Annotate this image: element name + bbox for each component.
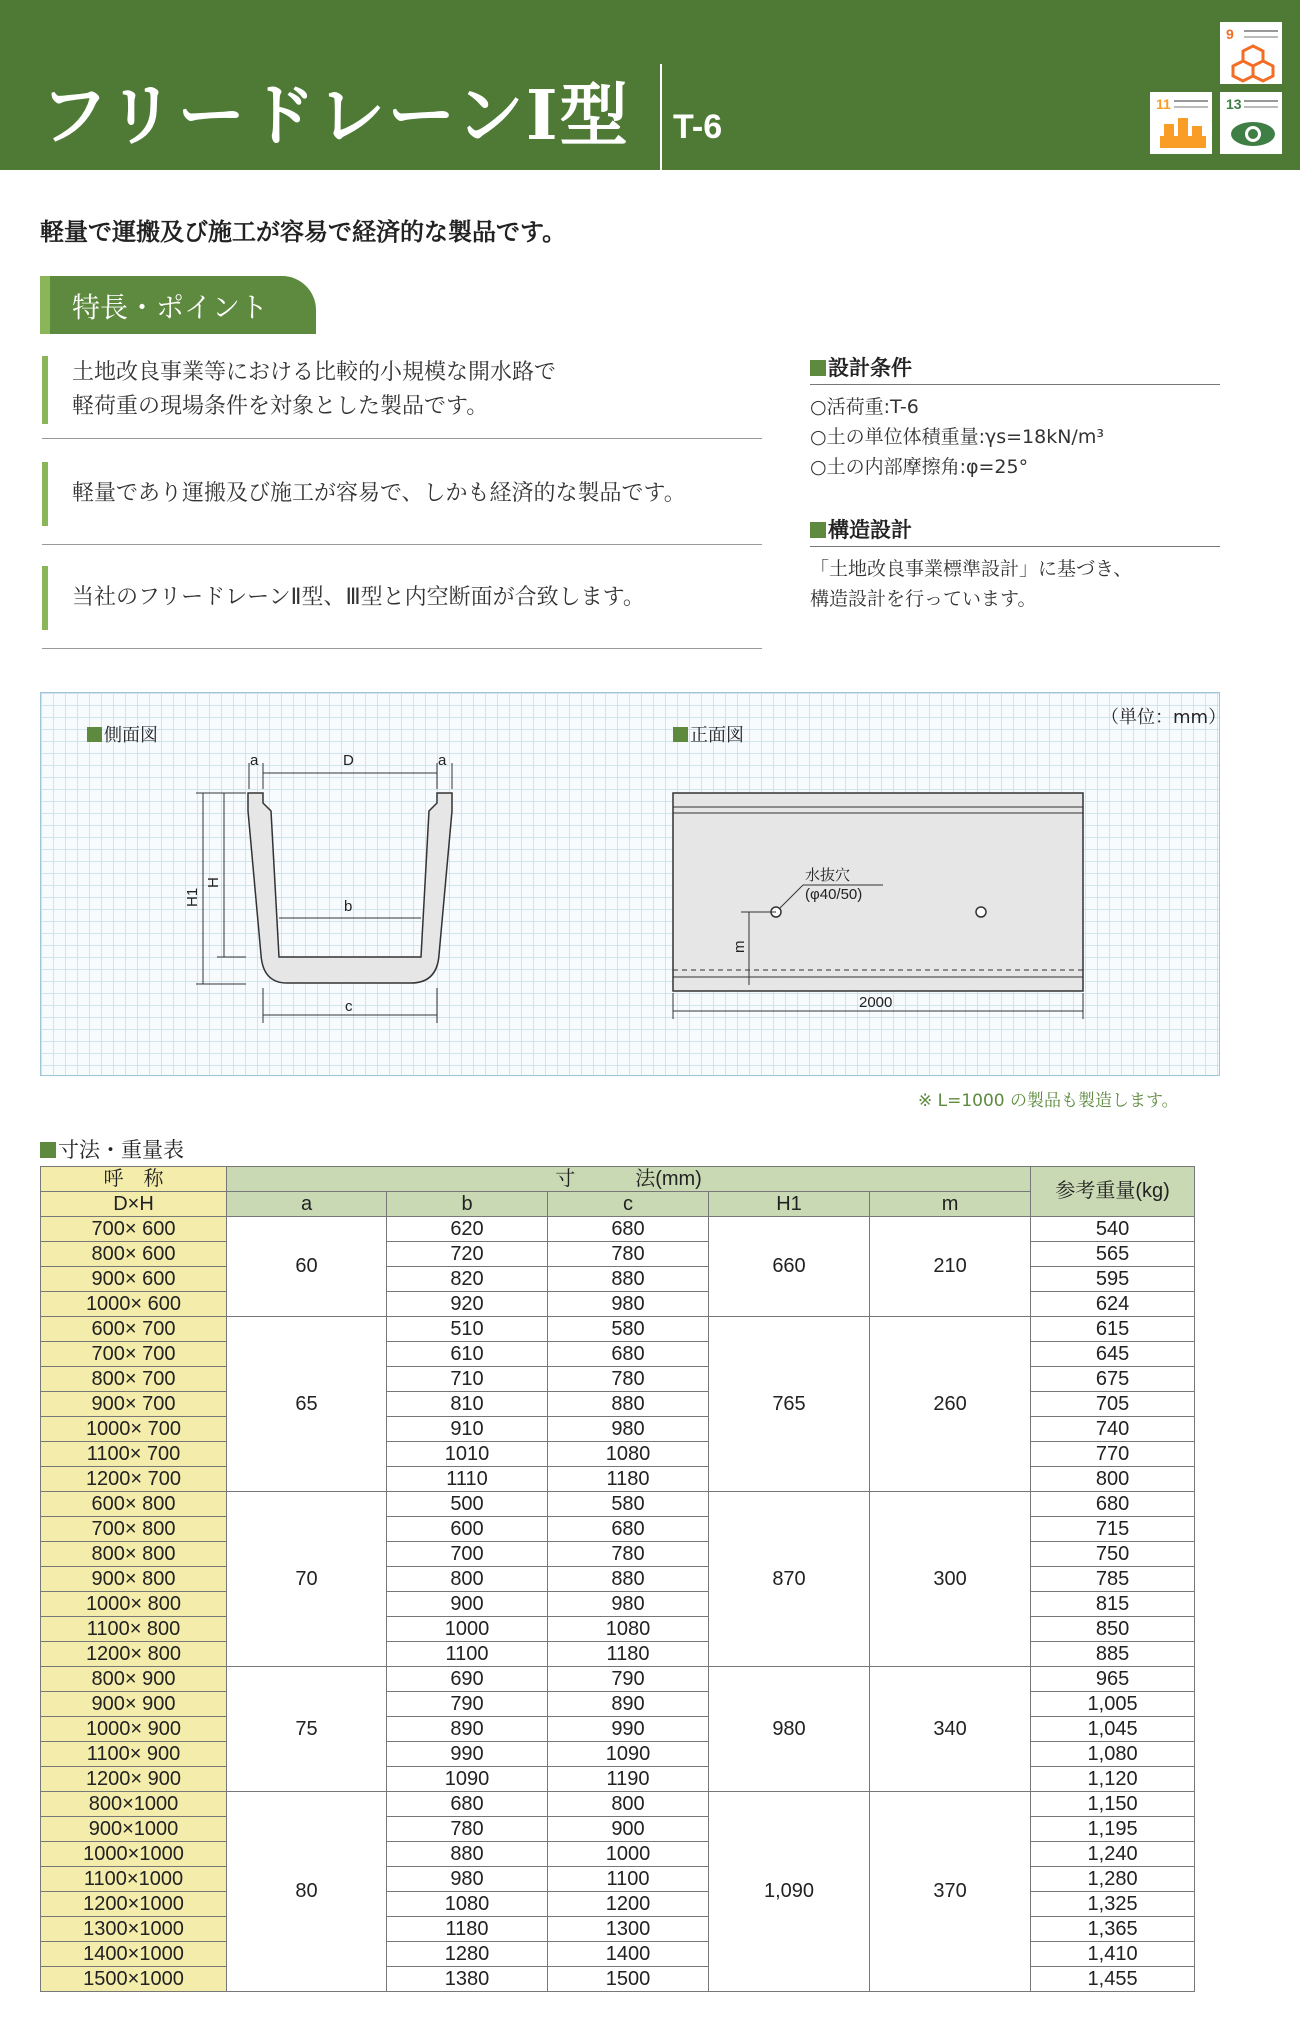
a-cell: 80 xyxy=(227,1792,387,1992)
weight-cell: 965 xyxy=(1031,1667,1195,1692)
c-cell: 1400 xyxy=(548,1942,709,1967)
c-cell: 1100 xyxy=(548,1867,709,1892)
m-cell: 340 xyxy=(870,1667,1031,1792)
table-row xyxy=(41,1792,1195,1817)
size-name-cell: 1000× 800 xyxy=(41,1592,227,1617)
table-row xyxy=(41,1667,1195,1692)
weight-cell: 715 xyxy=(1031,1517,1195,1542)
size-name-cell: 800× 900 xyxy=(41,1667,227,1692)
c-cell: 1180 xyxy=(548,1467,709,1492)
name-header: 呼 称 xyxy=(41,1167,227,1192)
b-cell: 990 xyxy=(387,1742,548,1767)
b-cell: 790 xyxy=(387,1692,548,1717)
unit-label: （単位：mm） xyxy=(1101,707,1227,728)
b-cell: 1010 xyxy=(387,1442,548,1467)
size-name-cell: 1100× 700 xyxy=(41,1442,227,1467)
weight-cell: 1,195 xyxy=(1031,1817,1195,1842)
size-name-cell: 1100×1000 xyxy=(41,1867,227,1892)
weight-header: 参考重量(kg) xyxy=(1031,1167,1195,1217)
weight-cell: 705 xyxy=(1031,1392,1195,1417)
b-cell: 1100 xyxy=(387,1642,548,1667)
spec-table xyxy=(40,1166,1195,1992)
page-title: フリードレーンⅠ型 xyxy=(40,76,630,156)
h1-header: H1 xyxy=(709,1192,870,1217)
name-subheader: D×H xyxy=(41,1192,227,1217)
front-view-drawing xyxy=(41,693,1221,1077)
size-name-cell: 1100× 800 xyxy=(41,1617,227,1642)
c-cell: 1190 xyxy=(548,1767,709,1792)
b-cell: 600 xyxy=(387,1517,548,1542)
structural-design-heading: 構造設計 xyxy=(810,514,912,544)
size-name-cell: 700× 600 xyxy=(41,1217,227,1242)
tagline: 軽量で運搬及び施工が容易で経済的な製品です。 xyxy=(40,218,567,246)
size-name-cell: 800×1000 xyxy=(41,1792,227,1817)
weight-cell: 740 xyxy=(1031,1417,1195,1442)
b-cell: 710 xyxy=(387,1367,548,1392)
feature-item-3: 当社のフリードレーンⅡ型、Ⅲ型と内空断面が合致します。 xyxy=(42,566,762,630)
size-name-cell: 700× 800 xyxy=(41,1517,227,1542)
weight-cell: 1,455 xyxy=(1031,1967,1195,1992)
b-cell: 620 xyxy=(387,1217,548,1242)
b-cell: 1080 xyxy=(387,1892,548,1917)
features-heading: 特長・ポイント xyxy=(40,276,316,334)
weight-cell: 1,120 xyxy=(1031,1767,1195,1792)
b-cell: 700 xyxy=(387,1542,548,1567)
c-cell: 780 xyxy=(548,1242,709,1267)
divider xyxy=(42,544,762,545)
b-cell: 910 xyxy=(387,1417,548,1442)
b-cell: 1380 xyxy=(387,1967,548,1992)
product-code: T-6 xyxy=(673,108,723,146)
m-cell: 300 xyxy=(870,1492,1031,1667)
c-cell: 680 xyxy=(548,1517,709,1542)
m-cell: 260 xyxy=(870,1317,1031,1492)
label-a-left: a xyxy=(250,752,259,769)
a-header: a xyxy=(227,1192,387,1217)
b-cell: 780 xyxy=(387,1817,548,1842)
size-name-cell: 900× 800 xyxy=(41,1567,227,1592)
b-cell: 680 xyxy=(387,1792,548,1817)
b-cell: 1000 xyxy=(387,1617,548,1642)
size-name-cell: 1200× 700 xyxy=(41,1467,227,1492)
size-name-cell: 900× 900 xyxy=(41,1692,227,1717)
c-header: c xyxy=(548,1192,709,1217)
c-cell: 880 xyxy=(548,1567,709,1592)
sdg-9-icon: 9 xyxy=(1220,22,1282,84)
c-cell: 780 xyxy=(548,1542,709,1567)
weight-cell: 1,080 xyxy=(1031,1742,1195,1767)
feature-item-1: 土地改良事業等における比較的小規模な開水路で 軽荷重の現場条件を対象とした製品です。 xyxy=(42,356,762,424)
label-H: H xyxy=(205,877,222,888)
b-cell: 820 xyxy=(387,1267,548,1292)
weight-cell: 750 xyxy=(1031,1542,1195,1567)
b-cell: 1280 xyxy=(387,1942,548,1967)
weight-cell: 1,325 xyxy=(1031,1892,1195,1917)
weight-cell: 1,410 xyxy=(1031,1942,1195,1967)
size-name-cell: 1500×1000 xyxy=(41,1967,227,1992)
table-row xyxy=(41,1217,1195,1242)
c-cell: 780 xyxy=(548,1367,709,1392)
weight-cell: 885 xyxy=(1031,1642,1195,1667)
size-name-cell: 800× 600 xyxy=(41,1242,227,1267)
size-name-cell: 1000×1000 xyxy=(41,1842,227,1867)
m-cell: 370 xyxy=(870,1792,1031,1992)
c-cell: 1200 xyxy=(548,1892,709,1917)
c-cell: 980 xyxy=(548,1417,709,1442)
size-name-cell: 1000× 600 xyxy=(41,1292,227,1317)
title-divider xyxy=(660,64,662,170)
weight-cell: 680 xyxy=(1031,1492,1195,1517)
b-cell: 880 xyxy=(387,1842,548,1867)
b-cell: 610 xyxy=(387,1342,548,1367)
b-cell: 980 xyxy=(387,1867,548,1892)
a-cell: 60 xyxy=(227,1217,387,1317)
side-view-label: 側面図 xyxy=(87,721,158,747)
b-cell: 800 xyxy=(387,1567,548,1592)
b-cell: 720 xyxy=(387,1242,548,1267)
c-cell: 1090 xyxy=(548,1742,709,1767)
label-hole: 水抜穴 xyxy=(805,867,851,884)
sdg-13-icon: 13 xyxy=(1220,92,1282,154)
a-cell: 75 xyxy=(227,1667,387,1792)
size-name-cell: 1200×1000 xyxy=(41,1892,227,1917)
size-name-cell: 1100× 900 xyxy=(41,1742,227,1767)
size-name-cell: 600× 800 xyxy=(41,1492,227,1517)
b-cell: 920 xyxy=(387,1292,548,1317)
weight-cell: 675 xyxy=(1031,1367,1195,1392)
c-cell: 800 xyxy=(548,1792,709,1817)
c-cell: 990 xyxy=(548,1717,709,1742)
structural-design-text-1: 「土地改良事業標準設計」に基づき、 xyxy=(810,558,1133,580)
weight-cell: 815 xyxy=(1031,1592,1195,1617)
table-row xyxy=(41,1317,1195,1342)
weight-cell: 565 xyxy=(1031,1242,1195,1267)
h1-cell: 660 xyxy=(709,1217,870,1317)
c-cell: 880 xyxy=(548,1392,709,1417)
divider xyxy=(42,438,762,439)
size-name-cell: 800× 700 xyxy=(41,1367,227,1392)
c-cell: 880 xyxy=(548,1267,709,1292)
weight-cell: 1,150 xyxy=(1031,1792,1195,1817)
label-hole-size: (φ40/50) xyxy=(805,886,863,903)
a-cell: 65 xyxy=(227,1317,387,1492)
label-c: c xyxy=(345,998,353,1015)
label-H1: H1 xyxy=(184,887,201,907)
h1-cell: 1,090 xyxy=(709,1792,870,1992)
c-cell: 890 xyxy=(548,1692,709,1717)
weight-cell: 1,365 xyxy=(1031,1917,1195,1942)
sdg-11-icon: 11 xyxy=(1150,92,1212,154)
design-condition-3: ○土の内部摩擦角:φ=25° xyxy=(810,456,1029,478)
table-row xyxy=(41,1492,1195,1517)
b-cell: 1090 xyxy=(387,1767,548,1792)
design-condition-1: ○活荷重:T-6 xyxy=(810,396,919,418)
h1-cell: 870 xyxy=(709,1492,870,1667)
spec-table-body xyxy=(41,1217,1195,1992)
a-cell: 70 xyxy=(227,1492,387,1667)
size-name-cell: 600× 700 xyxy=(41,1317,227,1342)
weight-cell: 1,280 xyxy=(1031,1867,1195,1892)
size-name-cell: 1200× 800 xyxy=(41,1642,227,1667)
size-name-cell: 1200× 900 xyxy=(41,1767,227,1792)
page-header xyxy=(0,0,1300,170)
label-b: b xyxy=(344,898,353,915)
b-cell: 890 xyxy=(387,1717,548,1742)
drawing-area xyxy=(40,692,1227,1076)
weight-cell: 540 xyxy=(1031,1217,1195,1242)
divider xyxy=(42,648,762,649)
dims-header: 寸 法(mm) xyxy=(227,1167,1031,1192)
weight-cell: 615 xyxy=(1031,1317,1195,1342)
size-name-cell: 700× 700 xyxy=(41,1342,227,1367)
b-cell: 900 xyxy=(387,1592,548,1617)
size-name-cell: 1400×1000 xyxy=(41,1942,227,1967)
weight-cell: 785 xyxy=(1031,1567,1195,1592)
design-condition-2: ○土の単位体積重量:γs=18kN/m³ xyxy=(810,426,1104,448)
b-cell: 1180 xyxy=(387,1917,548,1942)
weight-cell: 1,005 xyxy=(1031,1692,1195,1717)
weight-cell: 645 xyxy=(1031,1342,1195,1367)
c-cell: 980 xyxy=(548,1592,709,1617)
label-a-right: a xyxy=(438,752,447,769)
weight-cell: 800 xyxy=(1031,1467,1195,1492)
c-cell: 1300 xyxy=(548,1917,709,1942)
front-view-label: 正面図 xyxy=(673,721,744,747)
b-cell: 690 xyxy=(387,1667,548,1692)
table-heading: 寸法・重量表 xyxy=(40,1134,184,1164)
h1-cell: 980 xyxy=(709,1667,870,1792)
structural-design-text-2: 構造設計を行っています。 xyxy=(810,588,1037,610)
b-cell: 810 xyxy=(387,1392,548,1417)
h1-cell: 765 xyxy=(709,1317,870,1492)
size-name-cell: 1000× 900 xyxy=(41,1717,227,1742)
size-name-cell: 1300×1000 xyxy=(41,1917,227,1942)
weight-cell: 624 xyxy=(1031,1292,1195,1317)
weight-cell: 770 xyxy=(1031,1442,1195,1467)
c-cell: 680 xyxy=(548,1217,709,1242)
drawing-note: ※ L=1000 の製品も製造します。 xyxy=(918,1091,1179,1111)
m-header: m xyxy=(870,1192,1031,1217)
c-cell: 1180 xyxy=(548,1642,709,1667)
c-cell: 980 xyxy=(548,1292,709,1317)
weight-cell: 1,045 xyxy=(1031,1717,1195,1742)
b-cell: 510 xyxy=(387,1317,548,1342)
design-conditions-heading: 設計条件 xyxy=(810,352,912,382)
c-cell: 790 xyxy=(548,1667,709,1692)
b-header: b xyxy=(387,1192,548,1217)
size-name-cell: 1000× 700 xyxy=(41,1417,227,1442)
size-name-cell: 900× 600 xyxy=(41,1267,227,1292)
c-cell: 1080 xyxy=(548,1617,709,1642)
c-cell: 1000 xyxy=(548,1842,709,1867)
c-cell: 900 xyxy=(548,1817,709,1842)
size-name-cell: 900× 700 xyxy=(41,1392,227,1417)
weight-cell: 1,240 xyxy=(1031,1842,1195,1867)
c-cell: 680 xyxy=(548,1342,709,1367)
c-cell: 580 xyxy=(548,1317,709,1342)
weight-cell: 595 xyxy=(1031,1267,1195,1292)
c-cell: 1080 xyxy=(548,1442,709,1467)
b-cell: 500 xyxy=(387,1492,548,1517)
label-m: m xyxy=(731,940,748,953)
size-name-cell: 900×1000 xyxy=(41,1817,227,1842)
b-cell: 1110 xyxy=(387,1467,548,1492)
c-cell: 580 xyxy=(548,1492,709,1517)
m-cell: 210 xyxy=(870,1217,1031,1317)
feature-item-2: 軽量であり運搬及び施工が容易で、しかも経済的な製品です。 xyxy=(42,462,762,526)
label-D: D xyxy=(343,752,354,769)
c-cell: 1500 xyxy=(548,1967,709,1992)
weight-cell: 850 xyxy=(1031,1617,1195,1642)
size-name-cell: 800× 800 xyxy=(41,1542,227,1567)
label-length: 2000 xyxy=(859,994,893,1011)
